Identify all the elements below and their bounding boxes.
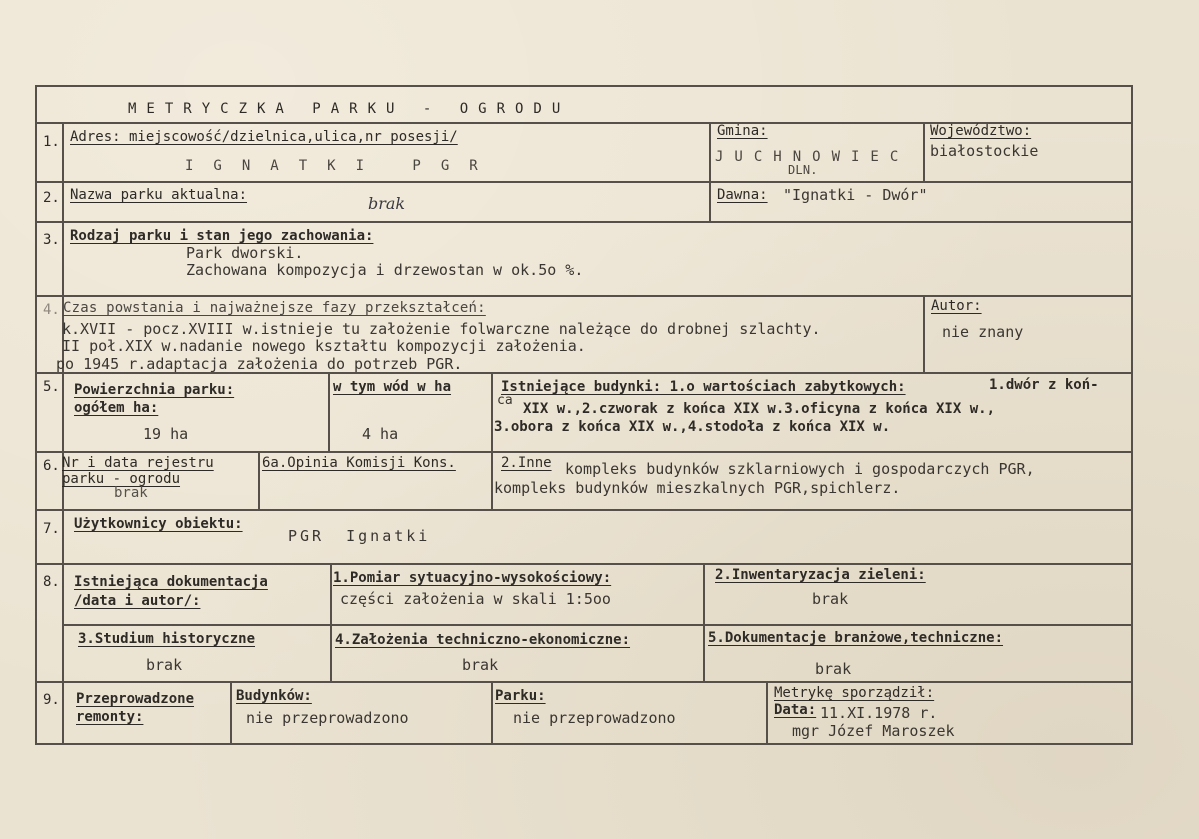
address-value: IGNATKI PGR xyxy=(185,158,498,174)
users-label: Użytkownicy obiektu: xyxy=(74,516,243,532)
tech-econ-value: brak xyxy=(462,656,499,674)
cell-divider xyxy=(923,295,925,372)
repairs-park-value: nie przeprowadzono xyxy=(513,709,676,727)
row-number-8: 8. xyxy=(43,574,60,590)
gmina-sub: DLN. xyxy=(788,163,818,177)
row-divider xyxy=(35,681,1133,683)
water-value: 4 ha xyxy=(362,425,399,443)
buildings-line3: 3.obora z końca XIX w.,4.stodoła z końca XIX w. xyxy=(494,419,891,435)
row-number-7: 7. xyxy=(43,521,60,537)
cell-divider xyxy=(330,563,332,681)
park-type-line1: Park dworski. xyxy=(186,244,304,262)
cell-divider xyxy=(491,372,493,451)
buildings-line1: 1.dwór z koń- xyxy=(989,377,1099,393)
documentation-label-2: /data i autor/: xyxy=(74,593,201,609)
row-number-3: 3. xyxy=(43,232,60,248)
buildings-label: Istniejące budynki: 1.o wartościach zabytkowych: xyxy=(501,379,906,395)
greenery-label: 2.Inwentaryzacja zieleni: xyxy=(715,567,926,583)
cell-divider xyxy=(709,181,711,221)
repairs-buildings-value: nie przeprowadzono xyxy=(246,709,409,727)
documentation-label: Istniejąca dokumentacja xyxy=(74,574,268,590)
other-buildings-line1: kompleks budynków szklarniowych i gospodarczych PGR, xyxy=(565,460,1035,478)
cell-divider xyxy=(923,122,925,181)
row-number-4: 4. xyxy=(43,302,60,318)
cell-divider xyxy=(703,563,705,681)
row-divider xyxy=(35,295,1133,297)
author-value: nie znany xyxy=(942,323,1024,341)
prepared-by-value: mgr Józef Maroszek xyxy=(792,722,955,740)
cell-divider xyxy=(491,681,493,744)
park-type-line2: Zachowana kompozycja i drzewostan w ok.5o %. xyxy=(186,261,584,279)
park-type-label: Rodzaj parku i stan jego zachowania: xyxy=(70,228,374,244)
current-name-label: Nazwa parku aktualna: xyxy=(70,187,248,203)
current-name-value: brak xyxy=(368,194,406,213)
repairs-buildings-label: Budynków: xyxy=(236,688,312,704)
row-divider xyxy=(35,451,1133,453)
repairs-park-label: Parku: xyxy=(495,688,546,704)
author-label: Autor: xyxy=(931,298,982,314)
date-value: 11.XI.1978 r. xyxy=(820,704,938,722)
row-divider xyxy=(35,563,1133,565)
form-title: METRYCZKA PARKU - OGRODU xyxy=(128,101,571,117)
cell-divider xyxy=(328,372,330,451)
repairs-label-2: remonty: xyxy=(76,709,144,725)
voivodeship-value: białostockie xyxy=(930,142,1039,160)
phases-line2: II poł.XIX w.nadanie nowego kształtu kompozycji założenia. xyxy=(62,337,586,355)
row-number-2: 2. xyxy=(43,190,60,206)
register-label-2: parku - ogrodu xyxy=(62,471,181,487)
greenery-value: brak xyxy=(812,590,849,608)
survey-label: 1.Pomiar sytuacyjno-wysokościowy: xyxy=(333,570,612,586)
cell-divider xyxy=(230,681,232,744)
history-study-value: brak xyxy=(146,656,183,674)
gmina-value: JUCHNOWIEC xyxy=(715,149,910,165)
buildings-line2: XIX w.,2.czworak z końca XIX w.3.oficyna z końca XIX w., xyxy=(523,401,996,417)
cell-divider xyxy=(491,451,493,509)
area-label: Powierzchnia parku: xyxy=(74,382,235,398)
phases-line3: po 1945 r.adaptacja założenia do potrzeb PGR. xyxy=(56,355,463,373)
gmina-label: Gmina: xyxy=(717,123,768,139)
former-name-value: "Ignatki - Dwór" xyxy=(783,186,928,204)
tech-econ-label: 4.Założenia techniczno-ekonomiczne: xyxy=(335,632,631,648)
cell-divider xyxy=(766,681,768,744)
survey-value: części założenia w skali 1:5oo xyxy=(340,590,611,608)
other-buildings-label: 2.Inne xyxy=(501,455,552,471)
cell-divider xyxy=(258,451,260,509)
buildings-line1b: ca xyxy=(497,393,513,408)
cell-divider xyxy=(709,122,711,181)
date-label: Data: xyxy=(774,702,817,718)
address-label: Adres: miejscowość/dzielnica,ulica,nr posesji/ xyxy=(70,129,458,145)
row-divider xyxy=(62,624,1133,626)
number-column-divider xyxy=(62,122,64,744)
row-divider xyxy=(35,509,1133,511)
row-number-6: 6. xyxy=(43,458,60,474)
history-study-label: 3.Studium historyczne xyxy=(78,631,256,647)
prepared-by-label: Metrykę sporządził: xyxy=(774,685,935,701)
users-value: PGR Ignatki xyxy=(288,527,431,545)
former-name-label: Dawna: xyxy=(717,187,768,203)
row-number-1: 1. xyxy=(43,134,60,150)
area-value: 19 ha xyxy=(143,425,189,443)
row-divider xyxy=(35,181,1133,183)
branch-docs-label: 5.Dokumentacje branżowe,techniczne: xyxy=(708,630,1004,646)
register-label: Nr i data rejestru xyxy=(62,455,214,471)
register-value: brak xyxy=(114,485,148,501)
other-buildings-line2: kompleks budynków mieszkalnych PGR,spichlerz. xyxy=(494,479,901,497)
voivodeship-label: Województwo: xyxy=(930,123,1032,139)
water-label: w tym wód w ha xyxy=(333,379,452,395)
branch-docs-value: brak xyxy=(815,660,852,678)
row-divider xyxy=(35,221,1133,223)
repairs-label: Przeprowadzone xyxy=(76,691,195,707)
phases-label: Czas powstania i najważnejsze fazy przekształceń: xyxy=(63,300,486,316)
phases-line1: k.XVII - pocz.XVIII w.istnieje tu założenie folwarczne należące do drobnej szlachty. xyxy=(62,320,821,338)
row-number-9: 9. xyxy=(43,692,60,708)
row-number-5: 5. xyxy=(43,379,60,395)
opinion-label: 6a.Opinia Komisji Kons. xyxy=(262,455,456,471)
area-total-label: ogółem ha: xyxy=(74,400,159,416)
